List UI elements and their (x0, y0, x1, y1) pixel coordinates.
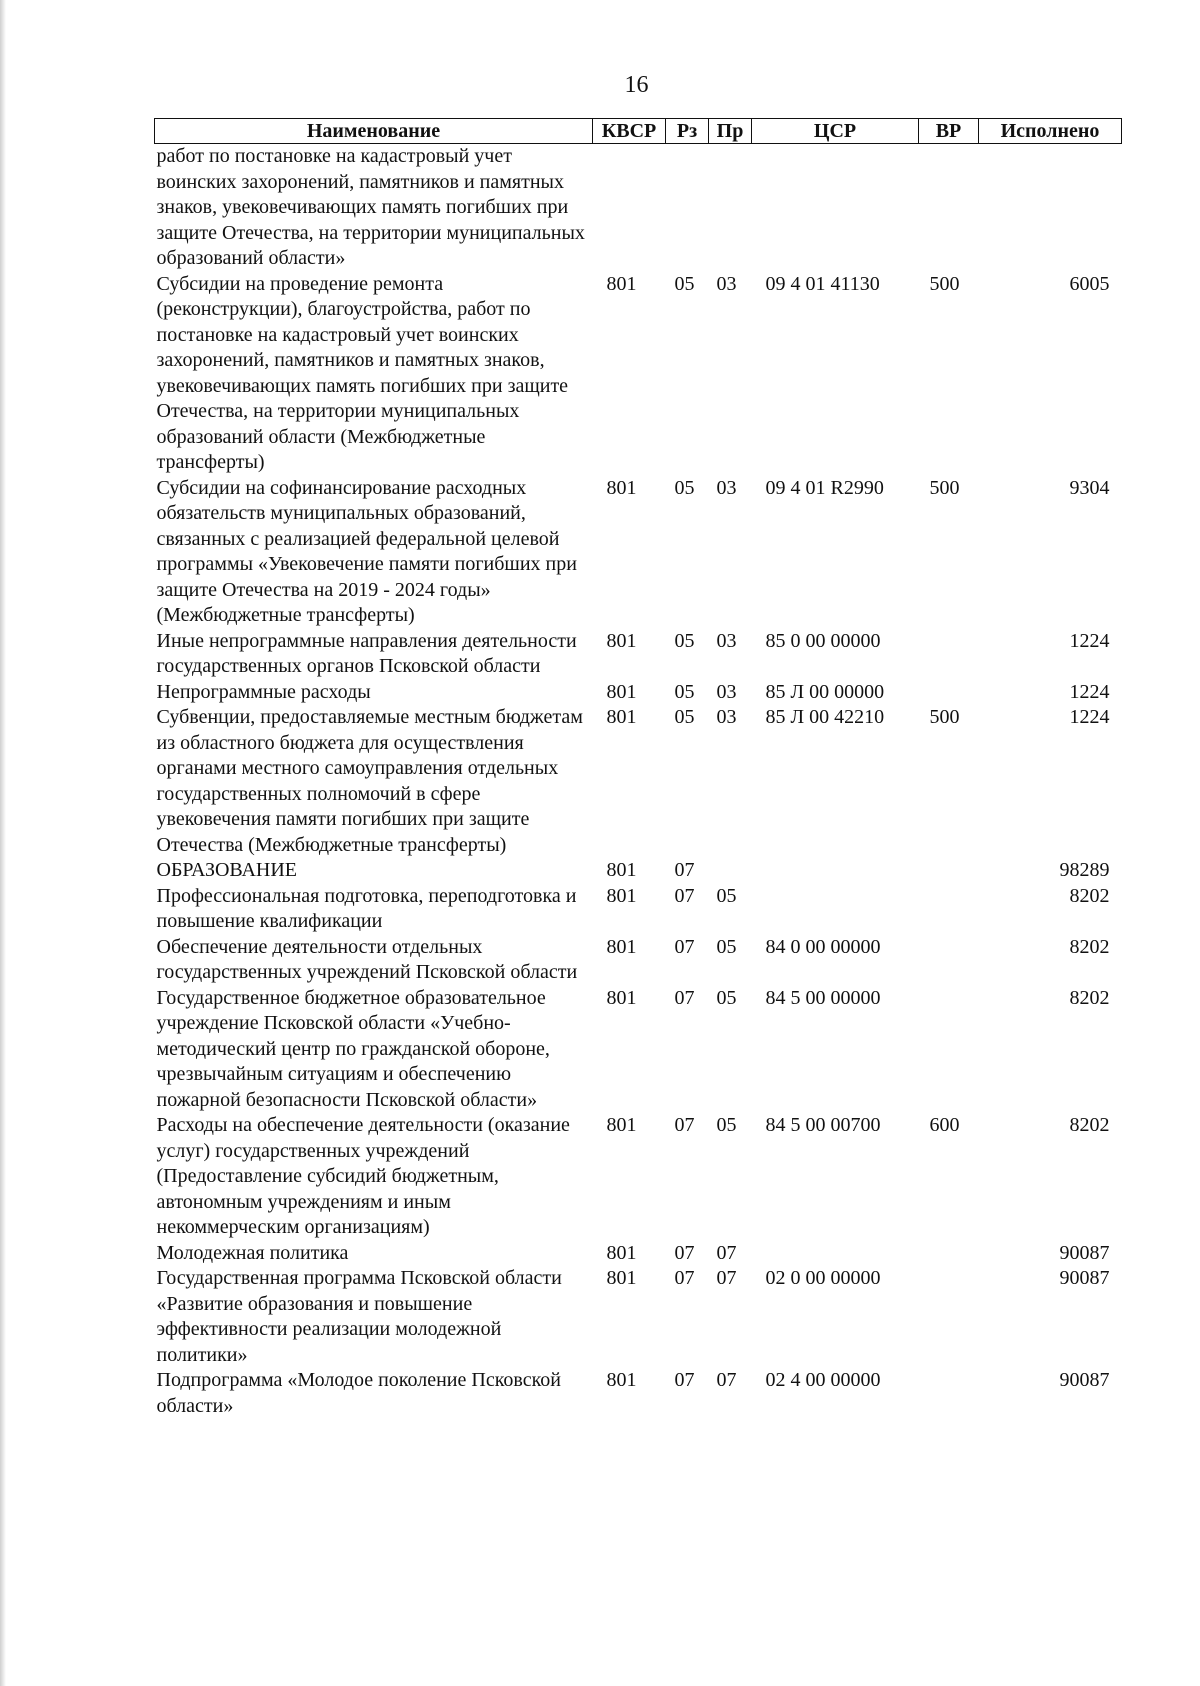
header-csr: ЦСР (752, 119, 919, 144)
cell-pr: 07 (716, 1369, 737, 1391)
table-row (155, 858, 1122, 884)
cell-rz: 05 (674, 476, 695, 499)
cell-csr: 02 4 00 00000 (765, 1369, 881, 1391)
header-vr: ВР (919, 119, 979, 144)
cell-pr: 05 (716, 986, 737, 1009)
cell-name: Обеспечение деятельности отдельных государственных учреждений Псковской области (156, 935, 578, 983)
cell-kvsr: 801 (606, 706, 637, 728)
cell-rz: 07 (674, 1267, 695, 1289)
cell-executed: 6005 (1069, 272, 1110, 295)
table-row (155, 1368, 1122, 1419)
cell-vr (919, 986, 979, 1114)
cell-name: Профессиональная подготовка, переподготовка и повышение квалификации (156, 884, 577, 932)
table-row (155, 986, 1122, 1114)
table-row (155, 272, 1122, 476)
cell-kvsr: 801 (606, 1369, 637, 1391)
cell-pr: 05 (716, 884, 737, 907)
cell-rz: 07 (674, 884, 695, 907)
cell-kvsr: 801 (606, 1267, 637, 1289)
cell-pr: 07 (716, 1267, 737, 1289)
cell-kvsr: 801 (606, 1241, 637, 1264)
cell-pr: 03 (716, 680, 737, 703)
cell-rz: 07 (674, 859, 695, 881)
cell-executed: 90087 (1059, 1267, 1110, 1289)
cell-name: Субвенции, предоставляемые местным бюджетам из областного бюджета для осуществления органами местного самоуправления отдельных государственных полномочий в сфере увековечения памяти погибших при защите Отечества (Межбюджетные трансферты) (156, 706, 583, 856)
scan-edge (0, 0, 6, 1686)
cell-vr (919, 935, 979, 986)
cell-kvsr: 801 (606, 1114, 637, 1136)
cell-pr: 05 (716, 1114, 737, 1136)
table-body (155, 144, 1122, 1420)
table-row (155, 1113, 1122, 1241)
cell-rz: 07 (674, 1114, 695, 1136)
cell-executed: 98289 (1059, 859, 1110, 881)
cell-executed: 90087 (1059, 1369, 1110, 1391)
cell-pr: 03 (716, 629, 737, 652)
cell-vr: 500 (929, 706, 960, 728)
cell-executed: 9304 (1069, 476, 1110, 499)
cell-rz: 07 (674, 1241, 695, 1264)
cell-name: работ по постановке на кадастровый учет воинских захоронений, памятников и памятных знаков, увековечивающих память погибших при защите Отечества, на территории муниципальных образований области» (156, 145, 585, 269)
cell-kvsr (593, 144, 666, 272)
table-row (155, 1266, 1122, 1368)
cell-name: Государственная программа Псковской области «Развитие образования и повышение эффективности реализации молодежной политики» (156, 1267, 562, 1366)
cell-kvsr: 801 (606, 629, 637, 652)
cell-csr: 09 4 01 41130 (765, 272, 880, 295)
cell-rz: 05 (674, 706, 695, 728)
cell-vr (919, 144, 979, 272)
cell-pr: 03 (716, 706, 737, 728)
cell-vr: 600 (929, 1114, 960, 1136)
page-number: 16 (624, 72, 649, 98)
cell-vr (919, 680, 979, 706)
cell-rz: 07 (674, 1369, 695, 1391)
cell-csr: 85 Л 00 00000 (765, 680, 885, 703)
cell-kvsr: 801 (606, 272, 637, 295)
cell-rz: 05 (674, 272, 695, 295)
cell-kvsr: 801 (606, 476, 637, 499)
cell-executed: 8202 (1069, 1114, 1110, 1136)
cell-name: Подпрограмма «Молодое поколение Псковской области» (156, 1369, 562, 1417)
cell-kvsr: 801 (606, 986, 637, 1009)
cell-vr (919, 1368, 979, 1419)
cell-vr (919, 858, 979, 884)
header-name: Наименование (155, 119, 593, 144)
cell-executed: 1224 (1069, 706, 1110, 728)
cell-name: Непрограммные расходы (156, 680, 371, 703)
cell-executed: 8202 (1069, 986, 1110, 1009)
cell-pr (709, 858, 752, 884)
cell-vr: 500 (929, 476, 960, 499)
header-pr: Пр (709, 119, 752, 144)
cell-rz: 05 (674, 629, 695, 652)
cell-name: Иные непрограммные направления деятельности государственных органов Псковской области (156, 629, 577, 677)
cell-pr: 03 (716, 272, 737, 295)
table-row (155, 144, 1122, 272)
cell-csr (752, 144, 919, 272)
table-header (155, 119, 1122, 144)
cell-pr: 03 (716, 476, 737, 499)
cell-pr: 05 (716, 935, 737, 958)
table-row (155, 705, 1122, 858)
cell-executed: 1224 (1069, 629, 1110, 652)
cell-csr: 84 0 00 00000 (765, 935, 881, 958)
cell-pr: 07 (716, 1241, 737, 1264)
header-rz: Рз (666, 119, 709, 144)
cell-executed: 8202 (1069, 884, 1110, 907)
cell-kvsr: 801 (606, 935, 637, 958)
cell-rz: 07 (674, 935, 695, 958)
cell-kvsr: 801 (606, 884, 637, 907)
cell-rz (666, 144, 709, 272)
cell-name: Государственное бюджетное образовательное учреждение Псковской области «Учебно-методический центр по гражданской обороне, чрезвычайным ситуациям и обеспечению пожарной безопасности Псковской области» (156, 986, 550, 1111)
cell-csr: 84 5 00 00700 (765, 1114, 881, 1136)
cell-executed: 1224 (1069, 680, 1110, 703)
cell-vr: 500 (929, 272, 960, 295)
cell-rz: 07 (674, 986, 695, 1009)
cell-csr: 84 5 00 00000 (765, 986, 881, 1009)
cell-rz: 05 (674, 680, 695, 703)
cell-name: Субсидии на софинансирование расходных обязательств муниципальных образований, связанных с реализацией федеральной целевой программы «Увековечение памяти погибших при защите Отечества на 2019 - 2024 годы» (Межбюджетные трансферты) (156, 476, 577, 626)
cell-csr (752, 1241, 919, 1267)
budget-table (154, 118, 1122, 1419)
cell-vr (919, 884, 979, 935)
cell-csr: 09 4 01 R2990 (765, 476, 884, 499)
cell-csr: 85 0 00 00000 (765, 629, 881, 652)
cell-executed: 8202 (1069, 935, 1110, 958)
cell-kvsr: 801 (606, 680, 637, 703)
cell-pr (709, 144, 752, 272)
cell-csr (752, 884, 919, 935)
cell-vr (919, 1266, 979, 1368)
cell-kvsr: 801 (606, 859, 637, 881)
table-row (155, 476, 1122, 629)
cell-name: ОБРАЗОВАНИЕ (156, 859, 298, 881)
cell-name: Субсидии на проведение ремонта (реконструкции), благоустройства, работ по постановке на кадастровый учет воинских захоронений, памятников и памятных знаков, увековечивающих память погибших при защите Отечества, на территории муниципальных образований области (Межбюджетные трансферты) (156, 272, 569, 473)
table-row (155, 680, 1122, 706)
cell-vr (919, 629, 979, 680)
cell-executed (979, 144, 1122, 272)
table-row (155, 629, 1122, 680)
cell-name: Расходы на обеспечение деятельности (оказание услуг) государственных учреждений (Предоставление субсидий бюджетным, автономным учреждениям и иным некоммерческим организациям) (156, 1114, 570, 1238)
cell-executed: 90087 (1059, 1241, 1110, 1264)
table-row (155, 935, 1122, 986)
cell-csr (752, 858, 919, 884)
cell-csr: 02 0 00 00000 (765, 1267, 881, 1289)
cell-vr (919, 1241, 979, 1267)
cell-csr: 85 Л 00 42210 (765, 706, 885, 728)
table-row (155, 1241, 1122, 1267)
header-executed: Исполнено (979, 119, 1122, 144)
cell-name: Молодежная политика (156, 1241, 349, 1264)
header-kvsr: КВСР (593, 119, 666, 144)
table-row (155, 884, 1122, 935)
